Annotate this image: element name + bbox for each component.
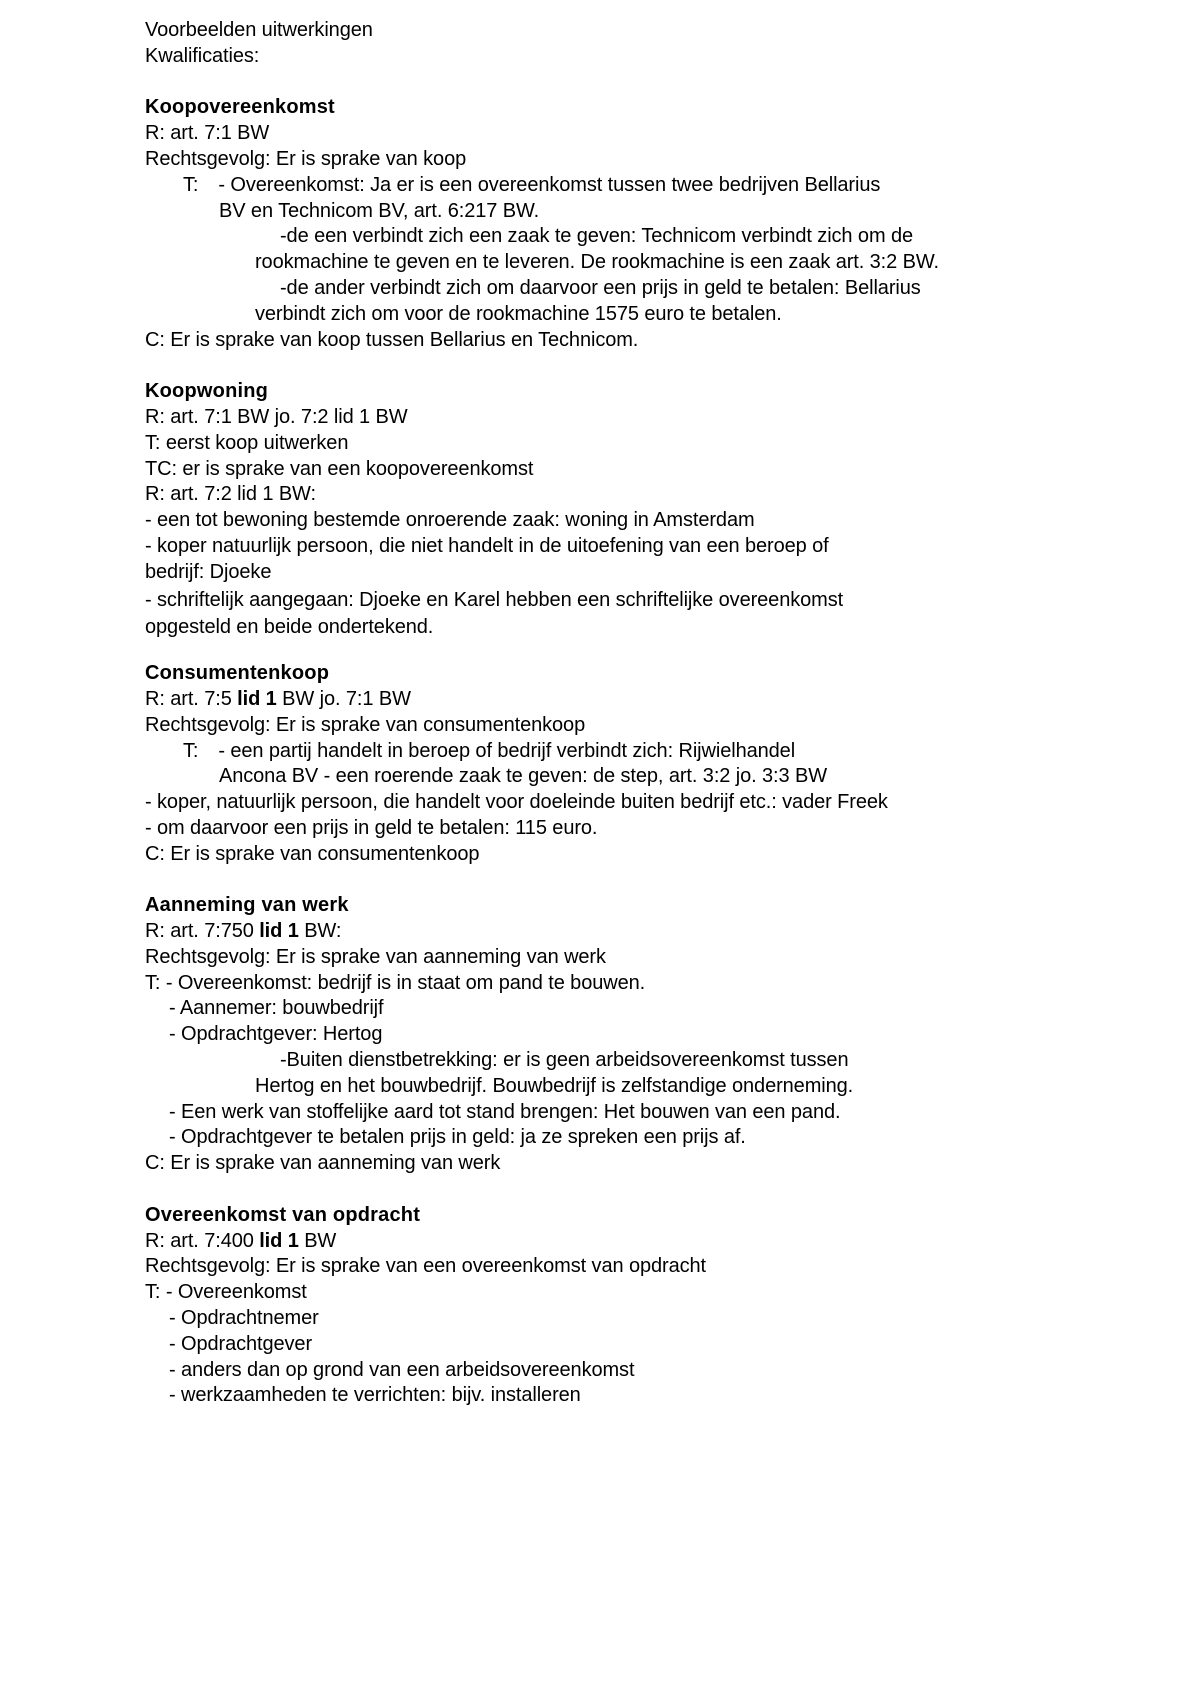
test-line-continuation: Ancona BV - een roerende zaak te geven: de step, art. 3:2 jo. 3:3 BW (219, 765, 828, 788)
rule-text: BW jo. 7:1 BW (276, 687, 411, 710)
test-line (145, 739, 1145, 765)
section-consumentenkoop (145, 661, 1145, 867)
document-title: Voorbeelden uitwerkingen (145, 19, 373, 41)
test-subline: - Aannemer: bouwbedrijf (169, 997, 384, 1020)
test-line (145, 173, 1145, 199)
document-body (145, 18, 1145, 1409)
test-line-continuation: BV en Technicom BV, art. 6:217 BW. (219, 199, 540, 222)
section-koopwoning (145, 379, 1145, 641)
rule-line: R: art. 7:1 BW jo. 7:2 lid 1 BW (145, 405, 408, 428)
rule-text: R: art. 7:400 (145, 1229, 260, 1252)
test-line: T: eerst koop uitwerken (145, 431, 349, 454)
rule-line: R: art. 7:1 BW (145, 122, 270, 145)
test-text: - een partij handelt in beroep of bedrijf verbindt zich: Rijwielhandel (218, 739, 796, 762)
rule-bold-text: lid 1 (259, 1229, 299, 1252)
legal-effect-line: Rechtsgevolg: Er is sprake van aanneming van werk (145, 945, 606, 968)
test-subline: - Opdrachtgever (169, 1332, 313, 1355)
list-item: - een tot bewoning bestemde onroerende zaak: woning in Amsterdam (145, 509, 755, 532)
test-text: - Overeenkomst: Ja er is een overeenkomst tussen twee bedrijven Bellarius (218, 173, 881, 196)
test-label: T: (183, 173, 199, 196)
list-item: - om daarvoor een prijs in geld te betalen: 115 euro. (145, 816, 598, 839)
test-subline-continuation: Hertog en het bouwbedrijf. Bouwbedrijf is zelfstandige onderneming. (255, 1074, 854, 1097)
rule-text: BW (298, 1229, 337, 1252)
test-subline: - Een werk van stoffelijke aard tot stand brengen: Het bouwen van een pand. (169, 1100, 841, 1123)
rule-line (145, 919, 1145, 945)
test-subline: - werkzaamheden te verrichten: bijv. installeren (169, 1384, 581, 1407)
conclusion-line: C: Er is sprake van consumentenkoop (145, 842, 480, 865)
rule-line: R: art. 7:2 lid 1 BW: (145, 483, 316, 506)
rule-line (145, 1229, 1145, 1255)
test-line: T: - Overeenkomst: bedrijf is in staat om pand te bouwen. (145, 971, 646, 994)
legal-effect-line: Rechtsgevolg: Er is sprake van consumentenkoop (145, 713, 586, 736)
section-koopovereenkomst (145, 95, 1145, 353)
list-item: - koper natuurlijk persoon, die niet handelt in de uitoefening van een beroep of (145, 534, 829, 557)
rule-bold-text: lid 1 (259, 920, 299, 943)
legal-effect-line: Rechtsgevolg: Er is sprake van een overeenkomst van opdracht (145, 1255, 706, 1278)
test-conclusion-line: TC: er is sprake van een koopovereenkomst (145, 457, 534, 480)
rule-text: R: art. 7:750 (145, 920, 260, 943)
test-subline: - Opdrachtgever: Hertog (169, 1023, 383, 1046)
section-heading: Aanneming van werk (145, 894, 349, 917)
test-subline: -de ander verbindt zich om daarvoor een prijs in geld te betalen: Bellarius (280, 276, 921, 299)
test-subline-continuation: rookmachine te geven en te leveren. De rookmachine is een zaak art. 3:2 BW. (255, 251, 939, 274)
section-overeenkomst-van-opdracht (145, 1203, 1145, 1409)
list-item-continuation: opgesteld en beide ondertekend. (145, 616, 434, 639)
conclusion-line: C: Er is sprake van koop tussen Bellarius en Technicom. (145, 328, 639, 351)
test-subline: -Buiten dienstbetrekking: er is geen arbeidsovereenkomst tussen (280, 1049, 849, 1072)
section-heading: Koopovereenkomst (145, 96, 335, 119)
rule-line (145, 687, 1145, 713)
legal-effect-line: Rechtsgevolg: Er is sprake van koop (145, 147, 467, 170)
rule-text: R: art. 7:5 (145, 687, 238, 710)
test-label: T: (183, 739, 199, 762)
section-heading: Overeenkomst van opdracht (145, 1203, 421, 1226)
rule-text: BW: (298, 920, 342, 943)
list-item: - koper, natuurlijk persoon, die handelt voor doeleinde buiten bedrijf etc.: vader Freek (145, 791, 888, 814)
list-item-continuation: bedrijf: Djoeke (145, 560, 272, 583)
section-aanneming-van-werk (145, 893, 1145, 1177)
test-subline: - anders dan op grond van een arbeidsovereenkomst (169, 1358, 635, 1381)
test-line: T: - Overeenkomst (145, 1281, 307, 1304)
document-subtitle: Kwalificaties: (145, 44, 260, 67)
rule-bold-text: lid 1 (237, 687, 277, 710)
test-subline-continuation: verbindt zich om voor de rookmachine 1575 euro te betalen. (255, 302, 782, 325)
section-heading: Consumentenkoop (145, 662, 330, 685)
conclusion-line: C: Er is sprake van aanneming van werk (145, 1152, 501, 1175)
section-heading: Koopwoning (145, 380, 269, 403)
list-item: - schriftelijk aangegaan: Djoeke en Karel hebben een schriftelijke overeenkomst (145, 588, 844, 611)
test-subline: - Opdrachtnemer (169, 1307, 319, 1330)
test-subline: - Opdrachtgever te betalen prijs in geld: ja ze spreken een prijs af. (169, 1126, 746, 1149)
test-subline: -de een verbindt zich een zaak te geven: Technicom verbindt zich om de (280, 225, 914, 248)
